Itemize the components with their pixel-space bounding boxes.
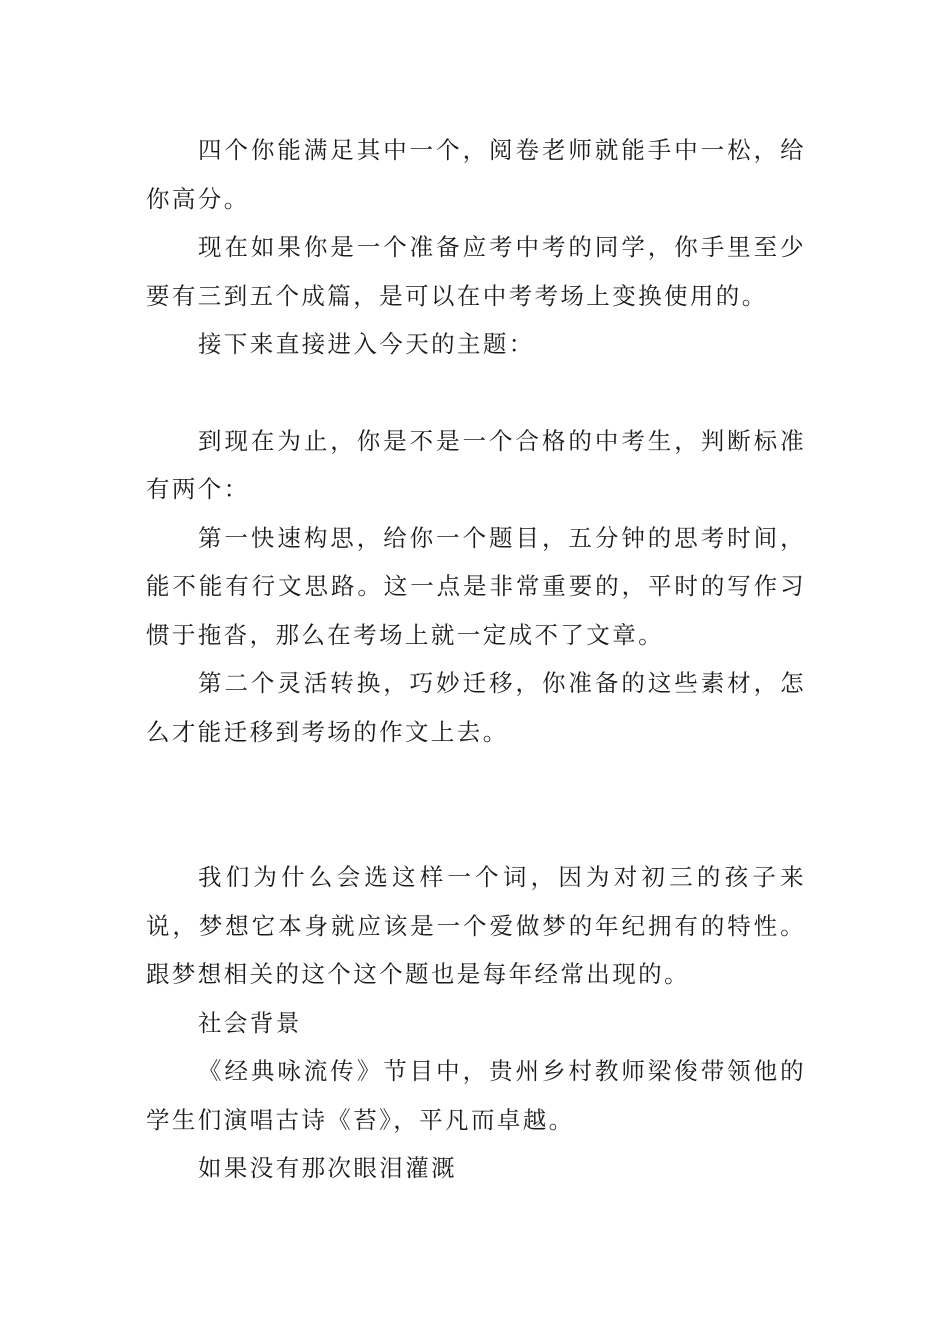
document-body: [146, 126, 806, 1193]
paragraph-1: 四个你能满足其中一个，阅卷老师就能手中一松，给你高分。: [146, 136, 806, 213]
section-heading: 社会背景: [198, 1008, 302, 1037]
paragraph-9: 如果没有那次眼泪灌溉: [198, 1154, 457, 1182]
paragraph-3: 接下来直接进入今天的主题：: [198, 330, 535, 358]
blank-lines: [146, 756, 806, 853]
paragraph-7: 我们为什么会选这样一个词，因为对初三的孩子来说，梦想它本身就应该是一个爱做梦的年纪拥有的特性。跟梦想相关的这个这个题也是每年经常出现的。: [146, 863, 806, 988]
paragraph-2: 现在如果你是一个准备应考中考的同学，你手里至少要有三到五个成篇，是可以在中考考场上变换使用的。: [146, 233, 806, 310]
paragraph-5: 第一快速构思，给你一个题目，五分钟的思考时间，能不能有行文思路。这一点是非常重要的，平时的写作习惯于拖沓，那么在考场上就一定成不了文章。: [146, 523, 806, 649]
paragraph-8: 《经典咏流传》节目中，贵州乡村教师梁俊带领他的学生们演唱古诗《苔》，平凡而卓越。: [146, 1057, 806, 1134]
paragraph-6: 第二个灵活转换，巧妙迁移，你准备的这些素材，怎么才能迁移到考场的作文上去。: [146, 669, 806, 746]
paragraph-4: 到现在为止，你是不是一个合格的中考生，判断标准有两个：: [146, 426, 806, 503]
blank-line: [146, 369, 806, 417]
